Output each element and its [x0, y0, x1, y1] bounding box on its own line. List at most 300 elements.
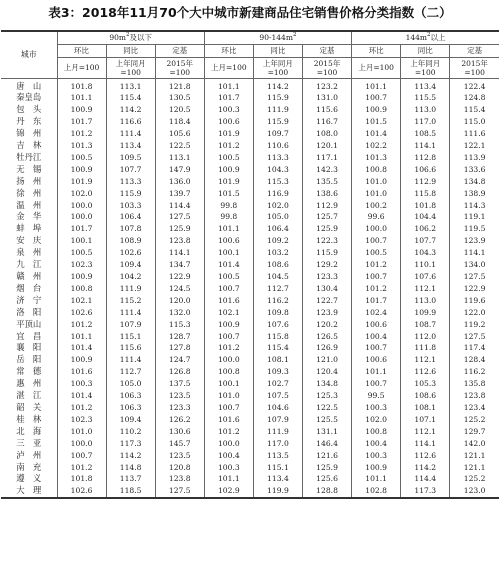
index-value-cell: 107.8 — [106, 223, 155, 235]
index-value-cell: 125.6 — [302, 473, 351, 485]
index-value-cell: 123.3 — [302, 271, 351, 283]
index-value-cell: 106.3 — [106, 402, 155, 414]
table-row — [1, 319, 499, 331]
index-value-cell: 120.8 — [155, 462, 204, 474]
index-value-cell: 119.2 — [463, 319, 486, 329]
city-name-cell: 洛 阳 — [1, 307, 57, 319]
index-value-cell: 127.8 — [155, 342, 204, 354]
index-value-cell: 115.6 — [106, 342, 155, 354]
index-value-cell: 100.8 — [204, 366, 253, 378]
table-row — [1, 176, 499, 188]
index-value-cell: 120.2 — [302, 319, 351, 331]
base-header-2015: 2015年=100 — [450, 57, 499, 78]
index-value-cell: 102.1 — [204, 307, 253, 319]
index-value-cell: 104.6 — [253, 402, 302, 414]
index-value-cell: 113.3 — [106, 176, 155, 188]
index-value-cell: 113.0 — [401, 104, 450, 116]
city-name-cell: 九 江 — [1, 259, 57, 271]
index-value-cell: 116.6 — [106, 116, 155, 128]
city-name-cell: 无 锡 — [1, 164, 57, 176]
index-value-cell: 138.6 — [302, 188, 351, 200]
header-row-types — [1, 44, 499, 57]
index-value-cell: 115.0 — [463, 117, 486, 127]
index-value-cell: 100.7 — [352, 271, 401, 283]
index-value-cell: 122.9 — [155, 271, 204, 283]
index-value-cell: 100.7 — [352, 92, 401, 104]
index-value-cell: 100.0 — [57, 211, 106, 223]
index-value-cell: 101.4 — [352, 128, 401, 140]
index-value-cell: 111.4 — [106, 128, 155, 140]
index-value-cell: 103.3 — [106, 200, 155, 212]
index-value-cell: 112.1 — [401, 283, 450, 295]
index-value-cell: 113.3 — [253, 152, 302, 164]
table-row — [1, 78, 499, 92]
index-value-cell: 147.9 — [155, 164, 204, 176]
table-row — [1, 140, 499, 152]
city-name-cell: 安 庆 — [1, 235, 57, 247]
index-value-cell: 100.5 — [204, 271, 253, 283]
index-value-cell: 102.3 — [57, 414, 106, 426]
index-value-cell: 101.1 — [352, 473, 401, 485]
index-value-cell: 129.7 — [463, 426, 486, 436]
index-value-cell: 122.5 — [302, 402, 351, 414]
index-value-cell: 112.7 — [106, 366, 155, 378]
index-value-cell: 111.8 — [401, 342, 450, 354]
table-row — [1, 414, 499, 426]
table-row — [1, 307, 499, 319]
index-value-cell: 102.6 — [57, 307, 106, 319]
city-name-cell: 北 海 — [1, 426, 57, 438]
index-value-cell: 110.1 — [401, 259, 450, 271]
sub-header-base: 定基 — [302, 44, 351, 57]
index-value-cell: 100.9 — [57, 164, 106, 176]
index-value-cell: 125.5 — [302, 414, 351, 426]
city-name-cell: 包 头 — [1, 104, 57, 116]
city-column-header: 城市 — [1, 31, 57, 78]
index-value-cell: 100.9 — [57, 271, 106, 283]
index-value-cell: 101.2 — [57, 402, 106, 414]
index-value-cell: 121.8 — [155, 78, 204, 92]
index-value-cell: 101.1 — [352, 78, 401, 92]
index-value-cell: 106.4 — [253, 223, 302, 235]
city-name-cell: 平顶山 — [1, 319, 57, 331]
index-value-cell: 101.7 — [57, 223, 106, 235]
base-header-2015: 2015年=100 — [302, 57, 351, 78]
index-value-cell: 107.1 — [401, 414, 450, 426]
index-value-cell: 123.3 — [155, 402, 204, 414]
city-name-cell: 锦 州 — [1, 128, 57, 140]
index-value-cell: 115.5 — [401, 92, 450, 104]
index-value-cell: 99.8 — [204, 211, 253, 223]
index-value-cell: 102.6 — [106, 247, 155, 259]
index-value-cell: 108.0 — [302, 128, 351, 140]
sub-header-mom: 环比 — [57, 44, 106, 57]
table-row — [1, 164, 499, 176]
index-value-cell: 101.3 — [57, 140, 106, 152]
index-value-cell: 118.4 — [155, 116, 204, 128]
sub-header-base: 定基 — [155, 44, 204, 57]
city-name-cell: 温 州 — [1, 200, 57, 212]
index-value-cell: 101.7 — [352, 295, 401, 307]
index-value-cell: 101.6 — [57, 366, 106, 378]
index-value-cell: 104.5 — [253, 271, 302, 283]
index-value-cell: 101.4 — [204, 259, 253, 271]
city-name-cell: 韶 关 — [1, 402, 57, 414]
index-value-cell: 124.7 — [155, 354, 204, 366]
index-value-cell: 126.2 — [155, 414, 204, 426]
index-value-cell: 124.8 — [463, 93, 486, 103]
table-row — [1, 438, 499, 450]
index-value-cell: 142.0 — [463, 438, 486, 448]
base-header-last-year: 上年同月=100 — [253, 57, 302, 78]
index-value-cell: 101.9 — [57, 176, 106, 188]
index-value-cell: 136.0 — [155, 176, 204, 188]
index-value-cell: 109.7 — [253, 128, 302, 140]
index-value-cell: 116.2 — [463, 367, 486, 377]
city-name-cell: 金 华 — [1, 211, 57, 223]
index-value-cell: 108.6 — [253, 259, 302, 271]
index-value-cell: 113.5 — [253, 450, 302, 462]
index-value-cell: 99.6 — [352, 211, 401, 223]
city-name-cell: 济 宁 — [1, 295, 57, 307]
table-row — [1, 473, 499, 485]
index-value-cell: 111.4 — [106, 354, 155, 366]
table-row — [1, 200, 499, 212]
city-name-cell: 烟 台 — [1, 283, 57, 295]
index-value-cell: 113.0 — [401, 295, 450, 307]
index-value-cell: 101.8 — [57, 78, 106, 92]
index-value-cell: 100.3 — [352, 450, 401, 462]
index-value-cell: 100.1 — [57, 235, 106, 247]
index-value-cell: 101.4 — [57, 390, 106, 402]
index-value-cell: 146.4 — [302, 438, 351, 450]
index-value-cell: 123.5 — [155, 390, 204, 402]
index-value-cell: 145.7 — [155, 438, 204, 450]
index-value-cell: 123.2 — [302, 78, 351, 92]
table-row — [1, 390, 499, 402]
base-header-last-year: 上年同月=100 — [106, 57, 155, 78]
index-value-cell: 103.2 — [253, 247, 302, 259]
table-row — [1, 366, 499, 378]
city-name-cell: 泉 州 — [1, 247, 57, 259]
index-value-cell: 115.4 — [106, 92, 155, 104]
index-value-cell: 122.3 — [302, 235, 351, 247]
index-value-cell: 100.2 — [352, 200, 401, 212]
index-value-cell: 100.1 — [204, 378, 253, 390]
index-value-cell: 101.2 — [204, 426, 253, 438]
index-value-cell: 114.4 — [155, 200, 204, 212]
city-name-cell: 桂 林 — [1, 414, 57, 426]
index-value-cell: 101.1 — [57, 92, 106, 104]
index-value-cell: 100.9 — [57, 104, 106, 116]
index-value-cell: 117.4 — [463, 343, 486, 353]
index-value-cell: 101.6 — [204, 295, 253, 307]
index-value-cell: 100.5 — [352, 247, 401, 259]
index-value-cell: 123.5 — [155, 450, 204, 462]
index-value-cell: 133.6 — [463, 164, 486, 174]
index-value-cell: 123.0 — [463, 486, 486, 496]
index-value-cell: 125.9 — [302, 462, 351, 474]
index-value-cell: 101.2 — [57, 462, 106, 474]
index-value-cell: 100.0 — [204, 354, 253, 366]
index-value-cell: 130.6 — [155, 426, 204, 438]
index-value-cell: 125.2 — [463, 414, 486, 424]
index-value-cell: 100.8 — [57, 283, 106, 295]
index-value-cell: 115.4 — [253, 342, 302, 354]
index-value-cell: 127.5 — [463, 272, 486, 281]
index-value-cell: 100.4 — [204, 450, 253, 462]
index-value-cell: 113.1 — [106, 78, 155, 92]
index-value-cell: 130.4 — [302, 283, 351, 295]
sub-header-mom: 环比 — [204, 44, 253, 57]
index-value-cell: 100.8 — [352, 164, 401, 176]
index-value-cell: 113.4 — [401, 78, 450, 92]
index-value-cell: 107.9 — [253, 414, 302, 426]
index-value-cell: 101.8 — [57, 473, 106, 485]
index-value-cell: 120.0 — [155, 295, 204, 307]
index-value-cell: 100.0 — [352, 223, 401, 235]
index-value-cell: 108.1 — [253, 354, 302, 366]
index-value-cell: 115.8 — [401, 188, 450, 200]
index-value-cell: 101.0 — [204, 390, 253, 402]
index-value-cell: 101.4 — [57, 342, 106, 354]
table-row — [1, 271, 499, 283]
index-value-cell: 100.6 — [352, 354, 401, 366]
base-header-2015: 2015年=100 — [155, 57, 204, 78]
index-value-cell: 135.8 — [463, 379, 486, 389]
index-value-cell: 113.7 — [106, 473, 155, 485]
city-name-cell: 吉 林 — [1, 140, 57, 152]
index-value-cell: 122.5 — [155, 140, 204, 152]
index-value-cell: 122.7 — [302, 295, 351, 307]
index-value-cell: 102.3 — [57, 259, 106, 271]
index-value-cell: 105.6 — [155, 128, 204, 140]
index-value-cell: 127.5 — [463, 331, 486, 341]
index-value-cell: 115.4 — [463, 105, 486, 115]
index-value-cell: 114.1 — [401, 438, 450, 450]
index-value-cell: 117.0 — [401, 116, 450, 128]
index-value-cell: 121.1 — [463, 450, 486, 460]
city-name-cell: 南 充 — [1, 462, 57, 474]
index-value-cell: 125.9 — [302, 223, 351, 235]
city-name-cell: 襄 阳 — [1, 342, 57, 354]
index-value-cell: 127.5 — [155, 211, 204, 223]
index-value-cell: 135.5 — [302, 176, 351, 188]
index-value-cell: 102.4 — [352, 307, 401, 319]
sub-header-mom: 环比 — [352, 44, 401, 57]
base-header-last-year: 上年同月=100 — [401, 57, 450, 78]
table-body — [1, 78, 499, 498]
index-value-cell: 109.9 — [401, 307, 450, 319]
table-row — [1, 331, 499, 343]
index-value-cell: 101.0 — [352, 176, 401, 188]
index-value-cell: 109.4 — [106, 414, 155, 426]
index-value-cell: 104.3 — [253, 164, 302, 176]
index-value-cell: 102.0 — [57, 188, 106, 200]
index-value-cell: 100.9 — [57, 354, 106, 366]
index-value-cell: 112.1 — [401, 426, 450, 438]
index-value-cell: 125.2 — [463, 474, 486, 484]
index-value-cell: 99.5 — [352, 390, 401, 402]
table-row — [1, 259, 499, 271]
base-header-last-month: 上月=100 — [204, 57, 253, 78]
index-value-cell: 123.8 — [155, 473, 204, 485]
index-value-cell: 100.5 — [204, 152, 253, 164]
index-value-cell: 106.4 — [106, 211, 155, 223]
index-value-cell: 101.2 — [204, 342, 253, 354]
index-value-cell: 117.3 — [106, 438, 155, 450]
index-value-cell: 107.5 — [253, 390, 302, 402]
index-value-cell: 107.7 — [401, 235, 450, 247]
index-value-cell: 114.8 — [106, 462, 155, 474]
index-value-cell: 100.7 — [204, 283, 253, 295]
index-value-cell: 100.8 — [352, 426, 401, 438]
index-value-cell: 101.1 — [57, 331, 106, 343]
table-row — [1, 211, 499, 223]
index-value-cell: 112.0 — [401, 331, 450, 343]
index-value-cell: 108.9 — [106, 235, 155, 247]
index-value-cell: 100.7 — [204, 402, 253, 414]
index-value-cell: 123.4 — [463, 402, 486, 412]
index-value-cell: 109.3 — [253, 366, 302, 378]
index-value-cell: 142.3 — [302, 164, 351, 176]
index-value-cell: 117.3 — [401, 485, 450, 498]
index-value-cell: 121.0 — [302, 354, 351, 366]
index-value-cell: 111.9 — [253, 104, 302, 116]
index-value-cell: 131.0 — [302, 92, 351, 104]
city-name-cell: 大 理 — [1, 485, 57, 498]
index-value-cell: 100.7 — [352, 235, 401, 247]
table-row — [1, 235, 499, 247]
index-value-cell: 114.1 — [155, 247, 204, 259]
index-value-cell: 116.2 — [253, 295, 302, 307]
index-value-cell: 102.2 — [352, 140, 401, 152]
index-value-cell: 134.0 — [463, 260, 486, 270]
index-value-cell: 122.0 — [463, 307, 486, 317]
index-value-cell: 114.2 — [106, 450, 155, 462]
city-name-cell: 赣 州 — [1, 271, 57, 283]
index-value-cell: 104.3 — [401, 247, 450, 259]
index-value-cell: 101.2 — [352, 259, 401, 271]
index-value-cell: 107.9 — [106, 319, 155, 331]
city-name-cell: 蚌 埠 — [1, 223, 57, 235]
index-value-cell: 115.1 — [106, 331, 155, 343]
index-value-cell: 124.5 — [155, 283, 204, 295]
index-value-cell: 115.9 — [253, 92, 302, 104]
index-value-cell: 112.6 — [401, 366, 450, 378]
index-value-cell: 100.0 — [57, 200, 106, 212]
index-value-cell: 107.6 — [401, 271, 450, 283]
index-value-cell: 109.2 — [253, 235, 302, 247]
index-value-cell: 114.1 — [463, 248, 486, 258]
index-value-cell: 115.9 — [302, 247, 351, 259]
index-value-cell: 104.2 — [106, 271, 155, 283]
city-name-cell: 泸 州 — [1, 450, 57, 462]
index-value-cell: 138.9 — [463, 188, 486, 198]
index-value-cell: 102.0 — [352, 414, 401, 426]
city-name-cell: 丹 东 — [1, 116, 57, 128]
index-value-cell: 122.4 — [463, 81, 486, 91]
index-value-cell: 114.3 — [463, 200, 486, 210]
index-value-cell: 100.3 — [57, 378, 106, 390]
index-value-cell: 100.9 — [204, 164, 253, 176]
index-value-cell: 100.9 — [352, 462, 401, 474]
index-value-cell: 125.3 — [302, 390, 351, 402]
index-value-cell: 134.8 — [463, 176, 486, 186]
table-row — [1, 104, 499, 116]
index-value-cell: 126.5 — [302, 331, 351, 343]
index-value-cell: 100.9 — [352, 104, 401, 116]
index-value-cell: 125.9 — [155, 223, 204, 235]
index-value-cell: 101.1 — [204, 78, 253, 92]
index-value-cell: 126.9 — [302, 342, 351, 354]
index-value-cell: 110.2 — [106, 426, 155, 438]
index-value-cell: 108.6 — [401, 390, 450, 402]
index-value-cell: 118.5 — [106, 485, 155, 498]
price-index-table — [1, 30, 499, 499]
index-value-cell: 115.3 — [155, 319, 204, 331]
index-value-cell: 100.4 — [352, 438, 401, 450]
city-name-cell: 惠 州 — [1, 378, 57, 390]
index-value-cell: 115.8 — [253, 331, 302, 343]
header-row-groups — [1, 31, 499, 44]
index-value-cell: 101.2 — [204, 140, 253, 152]
index-value-cell: 101.0 — [57, 426, 106, 438]
index-value-cell: 100.7 — [352, 378, 401, 390]
index-value-cell: 100.1 — [204, 247, 253, 259]
header-row-bases — [1, 57, 499, 78]
index-value-cell: 100.9 — [204, 319, 253, 331]
table-row — [1, 450, 499, 462]
index-value-cell: 109.5 — [106, 152, 155, 164]
index-value-cell: 112.9 — [401, 176, 450, 188]
table-row — [1, 402, 499, 414]
index-value-cell: 102.6 — [57, 485, 106, 498]
group-header-small: $90m^2$及以下 — [57, 31, 204, 44]
city-name-cell: 牡丹江 — [1, 152, 57, 164]
index-value-cell: 117.1 — [302, 152, 351, 164]
index-value-cell: 115.3 — [253, 176, 302, 188]
index-value-cell: 106.6 — [401, 164, 450, 176]
index-value-cell: 130.5 — [155, 92, 204, 104]
index-value-cell: 108.7 — [401, 319, 450, 331]
index-value-cell: 101.2 — [352, 283, 401, 295]
index-value-cell: 105.3 — [401, 378, 450, 390]
index-value-cell: 115.2 — [106, 295, 155, 307]
index-value-cell: 102.8 — [352, 485, 401, 498]
table-row — [1, 283, 499, 295]
index-value-cell: 100.5 — [57, 247, 106, 259]
city-name-cell: 湛 江 — [1, 390, 57, 402]
table-row — [1, 223, 499, 235]
index-value-cell: 105.0 — [253, 211, 302, 223]
index-value-cell: 129.2 — [302, 259, 351, 271]
index-value-cell: 112.9 — [302, 200, 351, 212]
index-value-cell: 127.5 — [155, 485, 204, 498]
table-row — [1, 462, 499, 474]
table-row — [1, 188, 499, 200]
index-value-cell: 122.9 — [463, 283, 486, 293]
index-value-cell: 101.5 — [352, 116, 401, 128]
index-value-cell: 111.4 — [106, 307, 155, 319]
table-row — [1, 247, 499, 259]
index-value-cell: 111.6 — [463, 129, 486, 139]
index-value-cell: 101.3 — [352, 152, 401, 164]
index-value-cell: 123.9 — [302, 307, 351, 319]
table-title: 表3：2018年11月70个大中城市新建商品住宅销售价格分类指数（二） — [48, 5, 452, 20]
base-header-last-month: 上月=100 — [352, 57, 401, 78]
index-value-cell: 102.1 — [57, 295, 106, 307]
